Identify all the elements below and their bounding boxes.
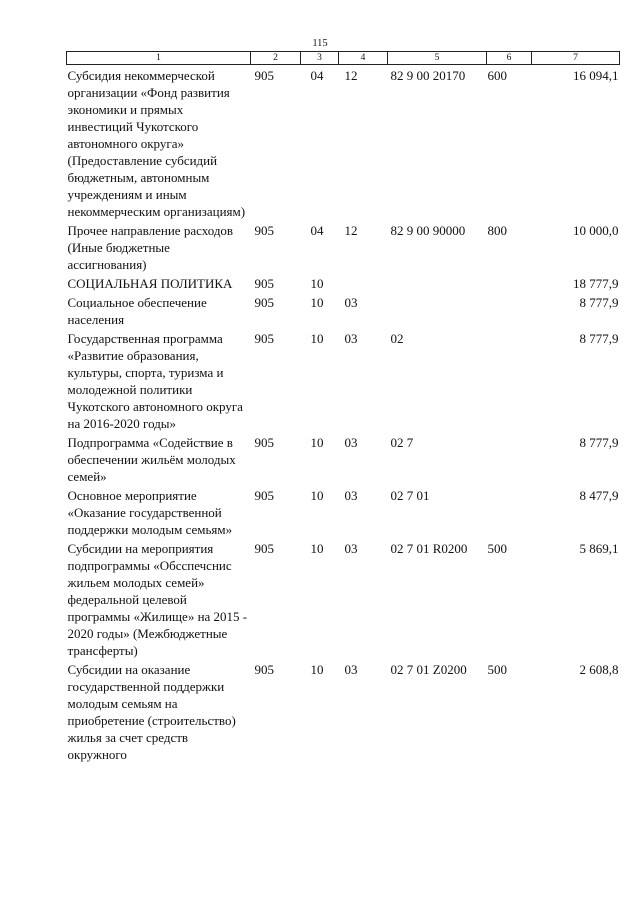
row-expense-type: 600 bbox=[487, 68, 507, 83]
row-subsection: 03 bbox=[344, 662, 358, 677]
column-header: 4 bbox=[339, 52, 388, 65]
row-sum: 10 000,0 bbox=[573, 223, 619, 238]
row-subsection: 03 bbox=[344, 435, 358, 450]
row-subsection: 03 bbox=[344, 331, 358, 346]
table-row bbox=[67, 65, 620, 221]
budget-table bbox=[66, 51, 620, 763]
row-subsection: 03 bbox=[344, 488, 358, 503]
row-subsection bbox=[339, 273, 388, 292]
row-name: СОЦИАЛЬНАЯ ПОЛИТИКА bbox=[67, 276, 233, 291]
row-target-article: 02 7 01 Z0200 bbox=[390, 662, 467, 677]
row-subsection: 12 bbox=[344, 68, 358, 83]
column-header: 7 bbox=[532, 52, 620, 65]
row-target-article: 02 7 01 bbox=[390, 488, 430, 503]
row-target-article: 02 bbox=[390, 331, 404, 346]
row-expense-type: 500 bbox=[487, 662, 507, 677]
row-sum: 16 094,1 bbox=[573, 68, 619, 83]
row-expense-type bbox=[487, 273, 532, 292]
table-row bbox=[67, 328, 620, 432]
row-expense-type bbox=[487, 432, 532, 485]
row-target-article: 02 7 01 R0200 bbox=[390, 541, 468, 556]
row-section: 10 bbox=[310, 276, 324, 291]
row-section: 04 bbox=[310, 68, 324, 83]
row-name: Субсидии на мероприятия подпрограммы «Обсспечснис жильем молодых семей» федеральной целевой программы «Жилище» на 2015 - 2020 годы» (Межбюджетные трансферты) bbox=[67, 541, 248, 658]
row-sum: 5 869,1 bbox=[579, 541, 619, 556]
row-grbs: 905 bbox=[254, 662, 274, 677]
row-target-article bbox=[388, 273, 487, 292]
column-header: 2 bbox=[251, 52, 301, 65]
row-name: Субсидия некоммерческой организации «Фонд развития экономики и прямых инвестиций Чукотского автономного округа» (Предоставление субсидий бюджетным, автономным учреждениям и иным некоммерческим организациям) bbox=[67, 68, 246, 219]
header-row bbox=[67, 52, 620, 65]
table-row bbox=[67, 273, 620, 292]
row-name: Основное мероприятие «Оказание государственной поддержки молодым семьям» bbox=[67, 488, 233, 537]
row-expense-type: 500 bbox=[487, 541, 507, 556]
page-number: 115 bbox=[312, 38, 328, 49]
table-row bbox=[67, 538, 620, 659]
row-subsection: 12 bbox=[344, 223, 358, 238]
row-grbs: 905 bbox=[254, 435, 274, 450]
row-section: 10 bbox=[310, 541, 324, 556]
row-target-article: 82 9 00 20170 bbox=[390, 68, 466, 83]
column-header: 6 bbox=[487, 52, 532, 65]
row-target-article: 82 9 00 90000 bbox=[390, 223, 466, 238]
table-row bbox=[67, 485, 620, 538]
row-section: 10 bbox=[310, 435, 324, 450]
row-section: 10 bbox=[310, 295, 324, 310]
row-section: 10 bbox=[310, 488, 324, 503]
row-sum: 8 777,9 bbox=[579, 435, 619, 450]
row-grbs: 905 bbox=[254, 488, 274, 503]
table-body bbox=[67, 65, 620, 764]
row-target-article: 02 7 bbox=[390, 435, 414, 450]
row-sum: 8 777,9 bbox=[579, 331, 619, 346]
column-header: 3 bbox=[301, 52, 339, 65]
row-grbs: 905 bbox=[254, 223, 274, 238]
row-grbs: 905 bbox=[254, 276, 274, 291]
row-name: Подпрограмма «Содействие в обеспечении жильём молодых семей» bbox=[67, 435, 236, 484]
row-sum: 2 608,8 bbox=[579, 662, 619, 677]
row-expense-type bbox=[487, 292, 532, 328]
row-subsection: 03 bbox=[344, 295, 358, 310]
row-section: 04 bbox=[310, 223, 324, 238]
row-grbs: 905 bbox=[254, 295, 274, 310]
row-expense-type: 800 bbox=[487, 223, 507, 238]
row-sum: 8 477,9 bbox=[579, 488, 619, 503]
row-grbs: 905 bbox=[254, 541, 274, 556]
column-header: 5 bbox=[388, 52, 487, 65]
row-subsection: 03 bbox=[344, 541, 358, 556]
row-name: Субсидии на оказание государственной поддержки молодым семьям на приобретение (строительство) жилья за счет средств окружного bbox=[67, 662, 236, 762]
row-section: 10 bbox=[310, 662, 324, 677]
row-target-article bbox=[388, 292, 487, 328]
row-expense-type bbox=[487, 328, 532, 432]
row-name: Прочее направление расходов (Иные бюджетные ассигнования) bbox=[67, 223, 234, 272]
table-row bbox=[67, 220, 620, 273]
row-sum: 18 777,9 bbox=[573, 276, 619, 291]
table-row bbox=[67, 659, 620, 763]
row-expense-type bbox=[487, 485, 532, 538]
table-header bbox=[67, 52, 620, 65]
table-row bbox=[67, 432, 620, 485]
table-row bbox=[67, 292, 620, 328]
row-name: Государственная программа «Развитие образования, культуры, спорта, туризма и молодежной политики Чукотского автономного округа на 2016-2020 годы» bbox=[67, 331, 243, 431]
row-sum: 8 777,9 bbox=[579, 295, 619, 310]
row-name: Социальное обеспечение населения bbox=[67, 295, 207, 327]
row-section: 10 bbox=[310, 331, 324, 346]
column-header: 1 bbox=[67, 52, 251, 65]
row-grbs: 905 bbox=[254, 68, 274, 83]
row-grbs: 905 bbox=[254, 331, 274, 346]
